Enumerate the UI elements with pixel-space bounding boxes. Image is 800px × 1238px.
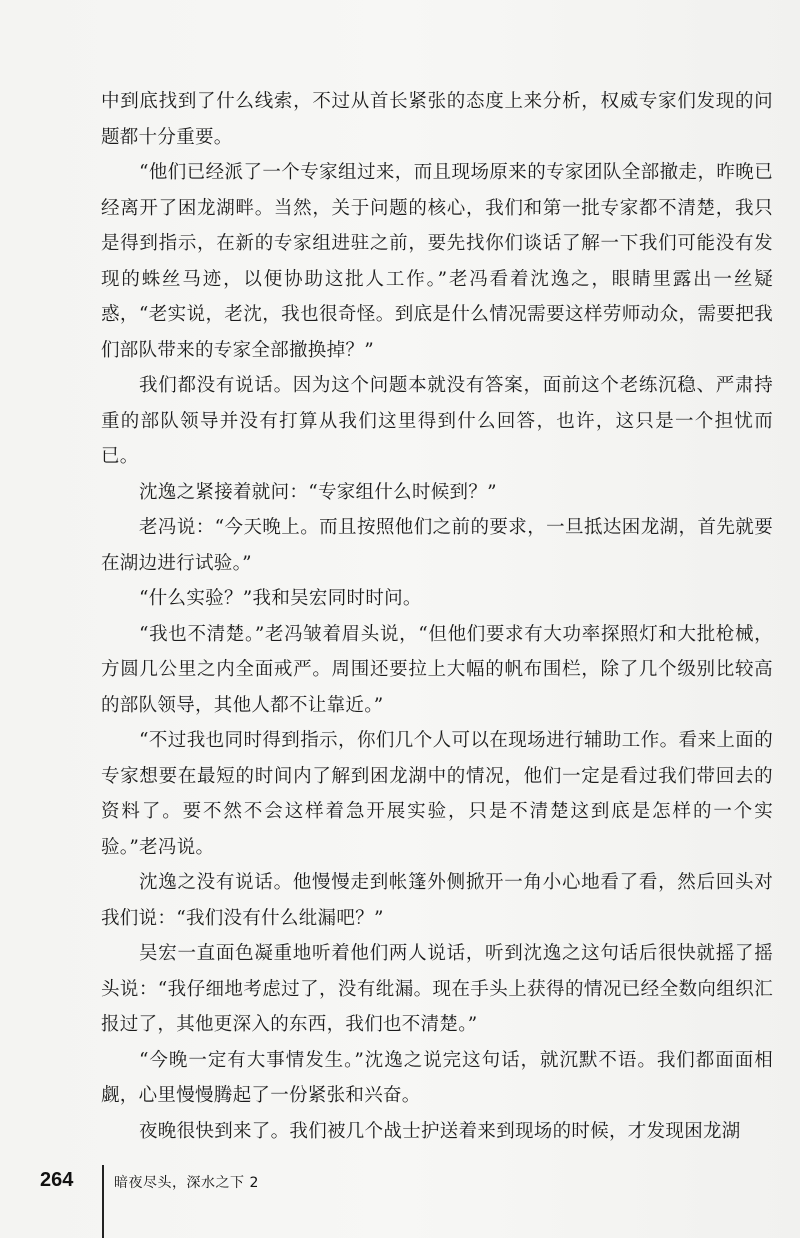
running-title: 暗夜尽头，深水之下 2 [114,1175,259,1191]
paragraph: 夜晚很快到来了。我们被几个战士护送着来到现场的时候，才发现困龙湖 [139,1120,741,1142]
body-text [101,84,773,1149]
paragraph: 沈逸之没有说话。他慢慢走到帐篷外侧掀开一角小心地看了看，然后回头对我们说：“我们没有什么纰漏吧？” [101,872,773,929]
paragraph: “今晚一定有大事情发生。”沈逸之说完这句话，就沉默不语。我们都面面相觑，心里慢慢腾起了一份紧张和兴奋。 [101,1049,773,1106]
paragraph-continued: 中到底找到了什么线索，不过从首长紧张的态度上来分析，权威专家们发现的问题都十分重要。 [101,91,773,148]
paragraph: “什么实验？”我和吴宏同时时问。 [139,588,422,609]
paragraph: 老冯说：“今天晚上。而且按照他们之前的要求，一旦抵达困龙湖，首先就要在湖边进行试验。” [101,517,773,574]
paragraph: 我们都没有说话。因为这个问题本就没有答案，面前这个老练沉稳、严肃持重的部队领导并没有打算从我们这里得到什么回答，也许，这只是一个担忧而已。 [101,375,773,467]
paragraph: “不过我也同时得到指示，你们几个人可以在现场进行辅助工作。看来上面的专家想要在最短的时间内了解到困龙湖中的情况，他们一定是看过我们带回去的资料了。要不然不会这样着急开展实验，只是不清楚这到底是怎样的一个实验。”老冯说。 [101,730,773,858]
paragraph: 吴宏一直面色凝重地听着他们两人说话，听到沈逸之这句话后很快就摇了摇头说：“我仔细地考虑过了，没有纰漏。现在手头上获得的情况已经全数向组织汇报过了，其他更深入的东西，我们也不清楚。” [101,943,773,1035]
paragraph: “他们已经派了一个专家组过来，而且现场原来的专家团队全部撤走，昨晚已经离开了困龙湖畔。当然，关于问题的核心，我们和第一批专家都不清楚，我只是得到指示，在新的专家组进驻之前，要先找你们谈话了解一下我们可能没有发现的蛛丝马迹，以便协助这批人工作。”老冯看着沈逸之，眼睛里露出一丝疑惑，“老实说，老沈，我也很奇怪。到底是什么情况需要这样劳师动众，需要把我们部队带来的专家全部撤换掉？” [101,162,773,361]
page-footer [0,1165,800,1238]
paragraph: 沈逸之紧接着就问：“专家组什么时候到？” [139,481,497,503]
footer-divider [102,1165,104,1238]
page-number: 264 [40,1169,74,1191]
paragraph: “我也不清楚。”老冯皱着眉头说，“但他们要求有大功率探照灯和大批枪械，方圆几公里之内全面戒严。周围还要拉上大幅的帆布围栏，除了几个级别比较高的部队领导，其他人都不让靠近。” [101,623,773,716]
